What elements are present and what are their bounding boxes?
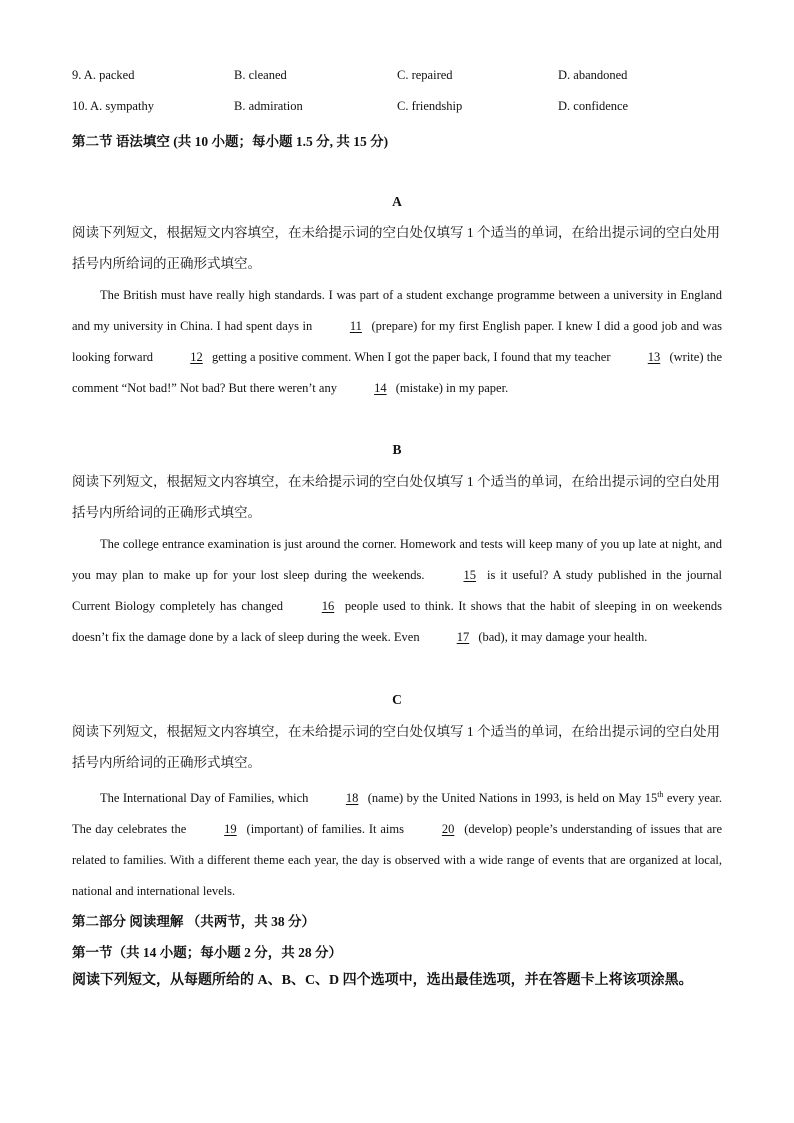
passage-a-text (72, 280, 722, 404)
passage-a-instruction: 阅读下列短文，根据短文内容填空，在未给提示词的空白处仅填写 1 个适当的单词，在给出提示词的空白处用括号内所给词的正确形式填空。 (72, 225, 720, 271)
option-9a: 9. A. packed (72, 68, 135, 82)
blank-20: 20 (441, 822, 455, 837)
passage-c-label: C (392, 692, 402, 707)
passage-c-text-5: (develop) people’s understanding of issues that are related to families. With a different theme each year, the day is observed with a wide range of events that are organized at local, national and international levels. (72, 822, 723, 899)
option-10b: B. admiration (234, 99, 303, 113)
blank-12: 12 (190, 350, 203, 364)
section1-heading: 第一节（共 14 小题；每小题 2 分，共 28 分） (72, 945, 342, 960)
passage-a-text-1: The British must have really high standards. I was part of a student exchange programme between a university in England and my university in China. I had spent days in (72, 288, 722, 333)
passage-a-label: A (392, 194, 402, 209)
passage-c-text-3: every year. The day celebrates the (72, 791, 722, 837)
blank-15: 15 (463, 568, 476, 582)
passage-b-text-1: The college entrance examination is just around the corner. Homework and tests will keep many of you up late at night, and you may plan to make up for your lost sleep during the weekends. (72, 537, 722, 582)
reading-instruction: 阅读下列短文，从每题所给的 A、B、C、D 四个选项中，选出最佳选项，并在答题卡上将该项涂黑。 (72, 973, 693, 988)
passage-b-text-3: people used to think. It shows that the habit of sleeping in on weekends doesn’t fix the damage done by a lack of sleep during the week. Even (72, 599, 722, 644)
blank-16: 16 (321, 599, 335, 613)
passage-a-text-4: (write) the comment “Not bad!” Not bad? But there weren’t any (72, 350, 722, 395)
option-9d: D. abandoned (558, 68, 628, 82)
blank-11: 11 (349, 319, 362, 333)
part2-heading: 第二部分 阅读理解 （共两节，共 38 分） (72, 914, 315, 929)
section2-heading: 第二节 语法填空 (共 10 小题；每小题 1.5 分, 共 15 分) (72, 134, 389, 149)
passage-b-text (72, 529, 722, 653)
passage-b-text-2: is it useful? A study published in the journal Current Biology completely has changed (72, 568, 722, 613)
passage-b-text-4: (bad), it may damage your health. (475, 630, 648, 644)
passage-c-instruction: 阅读下列短文，根据短文内容填空，在未给提示词的空白处仅填写 1 个适当的单词，在给出提示词的空白处用括号内所给词的正确形式填空。 (72, 724, 720, 770)
option-10c: C. friendship (397, 99, 463, 113)
option-9c: C. repaired (397, 68, 453, 82)
option-10d: D. confidence (558, 99, 629, 113)
passage-c-text-4: (important) of families. It aims (242, 822, 408, 837)
blank-19: 19 (224, 822, 237, 837)
passage-a-text-3: getting a positive comment. When I got the paper back, I found that my teacher (208, 350, 614, 364)
blank-18: 18 (345, 791, 359, 806)
blank-17: 17 (456, 630, 470, 644)
option-10a: 10. A. sympathy (72, 99, 154, 113)
option-9b: B. cleaned (234, 68, 287, 82)
passage-a-text-5: (mistake) in my paper. (392, 381, 509, 395)
blank-14: 14 (374, 381, 387, 395)
passage-c-text (72, 779, 722, 907)
passage-b-label: B (392, 442, 402, 457)
passage-c-text-2: (name) by the United Nations in 1993, is held on May 15 (364, 791, 658, 806)
passage-c-text-1: The International Day of Families, which (100, 791, 312, 806)
blank-13: 13 (647, 350, 661, 364)
passage-a-text-2: (prepare) for my first English paper. I knew I did a good job and was looking forward (72, 319, 722, 364)
passage-b-instruction: 阅读下列短文，根据短文内容填空，在未给提示词的空白处仅填写 1 个适当的单词，在给出提示词的空白处用括号内所给词的正确形式填空。 (72, 474, 720, 520)
superscript-th: th (657, 790, 664, 799)
